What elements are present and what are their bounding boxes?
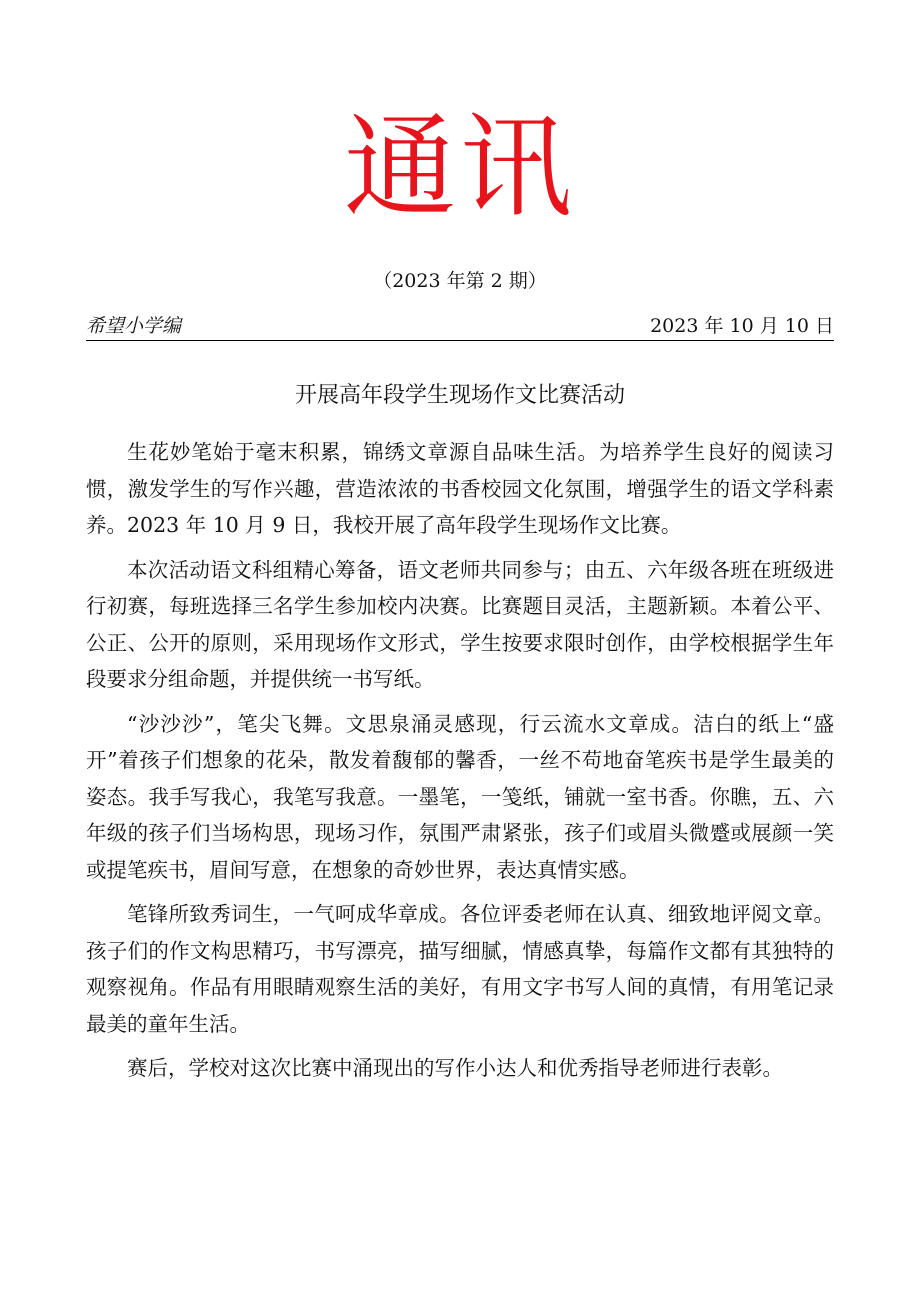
byline — [86, 312, 834, 341]
article-paragraph: 生花妙笔始于毫末积累，锦绣文章源自品味生活。为培养学生良好的阅读习惯，激发学生的写作兴趣，营造浓浓的书香校园文化氛围，增强学生的语文学科素养。2023 年 10 月 9 日，我校开展了高年段学生现场作文比赛。 — [86, 440, 834, 537]
article-paragraph: 笔锋所致秀词生，一气呵成华章成。各位评委老师在认真、细致地评阅文章。孩子们的作文构思精巧，书写漂亮，描写细腻，情感真挚，每篇作文都有其独特的观察视角。作品有用眼睛观察生活的美好，有用文字书写人间的真情，有用笔记录最美的童年生活。 — [86, 902, 834, 1036]
article-headline: 开展高年段学生现场作文比赛活动 — [294, 383, 625, 408]
article-body — [86, 434, 834, 1095]
article-paragraph: 赛后，学校对这次比赛中涌现出的写作小达人和优秀指导老师进行表彰。 — [127, 1056, 783, 1080]
article-paragraph: 本次活动语文科组精心筹备，语文老师共同参与；由五、六年级各班在班级进行初赛，每班选择三名学生参加校内决赛。比赛题目灵活，主题新颖。本着公平、公正、公开的原则，采用现场作文形式，学生按要求限时创作，由学校根据学生年段要求分组命题，并提供统一书写纸。 — [86, 557, 834, 691]
article-paragraph: “沙沙沙”，笔尖飞舞。文思泉涌灵感现，行云流水文章成。洁白的纸上“盛开”着孩子们想象的花朵，散发着馥郁的馨香，一丝不苟地奋笔疾书是学生最美的姿态。我手写我心，我笔写我意。一墨笔，一笺纸，铺就一室书香。你瞧，五、六年级的孩子们当场构思，现场习作，氛围严肃紧张，孩子们或眉头微蹙或展颜一笑或提笔疾书，眉间写意，在想象的奇妙世界，表达真情实感。 — [86, 711, 834, 882]
issue-number: （2023 年第 2 期） — [373, 270, 547, 292]
masthead-title: 通讯 — [344, 103, 576, 233]
publisher-name: 希望小学编 — [86, 315, 182, 337]
publication-date: 2023 年 10 月 10 日 — [650, 315, 834, 337]
